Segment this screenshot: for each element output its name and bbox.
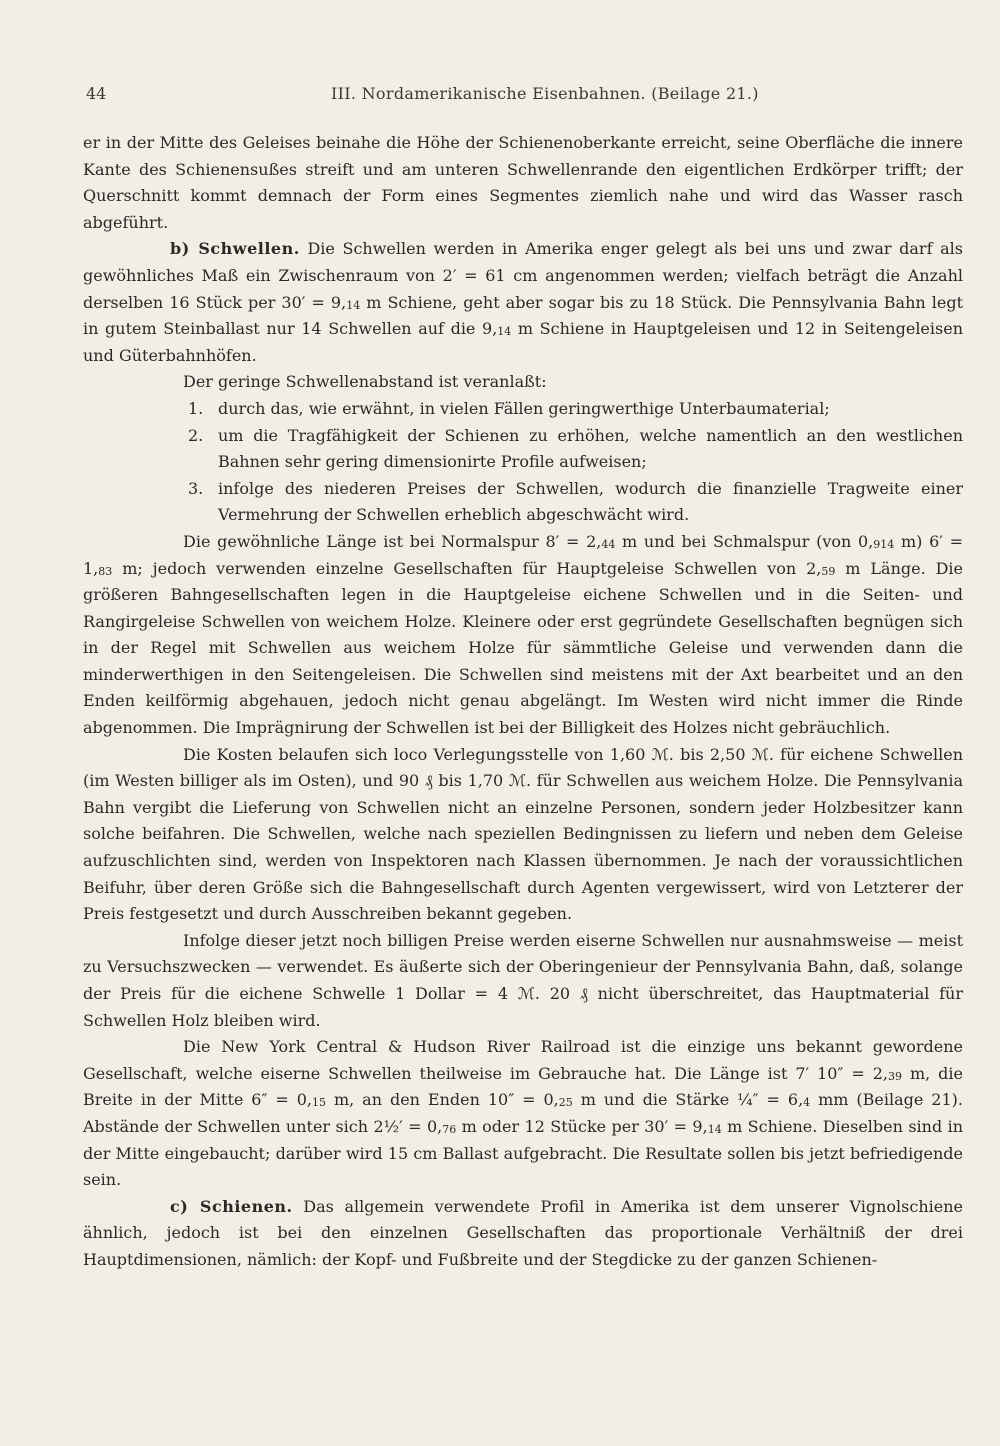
running-title: III. Nordamerikanische Eisenbahnen. (Beilage 21.): [331, 84, 759, 103]
length-text-b: m und bei Schmalspur (von 0,: [615, 531, 874, 551]
nyc-text-c: m, an den Enden 10″ = 0,: [326, 1090, 559, 1110]
nyc-sub-e: 76: [442, 1122, 457, 1136]
length-sub-c: 83: [98, 564, 113, 578]
list-item: [83, 423, 963, 476]
reason-intro: Der geringe Schwellenabstand ist veranlaßt:: [183, 372, 547, 392]
section-b-text-1: Die Schwellen werden in Amerika enger gelegt als bei uns und zwar darf als gewöhnliches Maß ein Zwischenraum von 2′ = 61 cm angenommen werden; vielfach beträgt die Anzahl derselben 16 Stück per 30′ = 9,: [83, 239, 964, 312]
nyc-text-f: m oder 12 Stücke per 30′ = 9,: [456, 1116, 708, 1136]
page-number: 44: [86, 84, 107, 103]
list-text: um die Tragfähigkeit der Schienen zu erhöhen, welche namentlich an den westlichen Bahnen sehr gering dimensionirte Profile aufweisen;: [218, 425, 963, 472]
iron-sleeper-paragraph: Infolge dieser jetzt noch billigen Preise werden eiserne Schwellen nur ausnahmsweise — meist zu Versuchszwecken — verwendet. Es äußerte sich der Oberingenieur der Pennsylvania Bahn, daß, solange der Preis für die eichene Schwelle 1 Dollar = 4 ℳ. 20 ₰ nicht überschreitet, das Hauptmaterial für Schwellen Holz bleiben wird.: [83, 930, 963, 1030]
length-text-c: m) 6′ = 1,: [83, 531, 964, 578]
reason-list: [83, 396, 963, 529]
list-text: durch das, wie erwähnt, in vielen Fällen geringwerthige Unterbaumaterial;: [218, 398, 830, 418]
section-b-sub-2: 14: [497, 325, 512, 339]
body-text: [83, 130, 963, 1274]
nyc-sub-c: 25: [558, 1096, 573, 1110]
list-number: 1.: [188, 398, 204, 418]
running-header: [86, 84, 950, 110]
list-item: [83, 396, 963, 423]
nyc-sub-b: 15: [312, 1096, 327, 1110]
length-sub-d: 59: [821, 564, 836, 578]
length-text-e: m Länge. Die größeren Bahngesellschaften legen in die Hauptgeleise eichene Schwellen und in die Seiten- und Rangirgeleise Schwellen von weichem Holze. Kleinere oder erst gegründete Gesellschaften begnügen sich in der Regel mit Schwellen aus weichem Holze für sämmtliche Geleise und verwenden dann die minderwerthigen in den Seitengeleisen. Die Schwellen sind meistens mit der Axt bearbeitet und an den Enden keilförmig abgehauen, jedoch nicht genau abgelängt. Im Westen wird nicht immer die Rinde abgenommen. Die Imprägnirung der Schwellen ist bei der Billigkeit des Holzes nicht gebräuchlich.: [83, 558, 964, 738]
list-number: 3.: [188, 478, 204, 498]
length-paragraph: [83, 529, 963, 742]
list-number: 2.: [188, 425, 204, 445]
length-text-d: m; jedoch verwenden einzelne Gesellschaften für Hauptgeleise Schwellen von 2,: [112, 558, 822, 578]
nyc-sub-d: 4: [803, 1096, 811, 1110]
length-sub-a: 44: [601, 537, 616, 551]
section-b-paragraph: [83, 236, 963, 369]
paragraph-continuation: er in der Mitte des Geleises beinahe die Höhe der Schienenoberkante erreicht, seine Oberfläche die innere Kante des Schienensußes streift und am unteren Schwellenrande den eigentlichen Erdkörper trifft; der Querschnitt kommt demnach der Form eines Segmentes ziemlich nahe und wird das Wasser rasch abgeführt.: [83, 133, 963, 232]
section-b-sub-1: 14: [346, 298, 361, 312]
nyc-sub-f: 14: [707, 1122, 722, 1136]
section-b-text-3: m Schiene in Hauptgeleisen und 12 in Seitengeleisen und Güterbahnhöfen.: [83, 319, 963, 365]
list-item: [83, 476, 963, 529]
nyc-text-e: mm (Beilage 21). Abstände der Schwellen unter sich 2½′ = 0,: [83, 1090, 963, 1136]
nyc-text-a: Die New York Central & Hudson River Railroad ist die einzige uns bekannt gewordene Gesellschaft, welche eiserne Schwellen theilweise im Gebrauche hat. Die Länge ist 7′ 10″ = 2,: [83, 1037, 963, 1083]
section-c-text: Das allgemein verwendete Profil in Amerika ist dem unserer Vignolschiene ähnlich, jedoch ist bei den einzelnen Gesellschaften das proportionale Verhältniß der drei Hauptdimensionen, nämlich: der Kopf- und Fußbreite und der Stegdicke zu der ganzen Schienen-: [83, 1196, 963, 1269]
nyc-paragraph: [83, 1034, 963, 1194]
nyc-text-d: m und die Stärke ¼″ = 6,: [572, 1090, 804, 1110]
nyc-sub-a: 39: [888, 1069, 902, 1083]
section-c-paragraph: [83, 1194, 963, 1274]
section-b-heading: b) Schwellen.: [170, 239, 300, 259]
list-text: infolge des niederen Preises der Schwellen, wodurch die finanzielle Tragweite einer Vermehrung der Schwellen erheblich abgeschwächt wird.: [218, 478, 963, 525]
length-sub-b: 914: [873, 537, 895, 551]
length-text-a: Die gewöhnliche Länge ist bei Normalspur 8′ = 2,: [183, 531, 602, 551]
nyc-text-g: m Schiene. Dieselben sind in der Mitte eingebaucht; darüber wird 15 cm Ballast aufgebracht. Die Resultate sollen bis jetzt befriedigende sein.: [83, 1116, 964, 1190]
nyc-text-b: m, die Breite in der Mitte 6″ = 0,: [83, 1063, 963, 1110]
section-c-heading: c) Schienen.: [170, 1196, 293, 1216]
cost-paragraph: Die Kosten belaufen sich loco Verlegungsstelle von 1,60 ℳ. bis 2,50 ℳ. für eichene Schwellen (im Westen billiger als im Osten), und 90 ₰ bis 1,70 ℳ. für Schwellen aus weichem Holze. Die Pennsylvania Bahn vergibt die Lieferung von Schwellen nicht an einzelne Personen, sondern jeder Holzbesitzer kann solche beifahren. Die Schwellen, welche nach speziellen Bedingnissen zu liefern und neben dem Geleise aufzuschlichten sind, werden von Inspektoren nach Klassen übernommen. Je nach der voraussichtlichen Beifuhr, über deren Größe sich die Bahngesellschaft durch Agenten vergewissert, wird von Letzterer der Preis festgesetzt und durch Ausschreiben bekannt gegeben.: [83, 744, 963, 924]
section-b-text-2: m Schiene, geht aber sogar bis zu 18 Stück. Die Pennsylvania Bahn legt in gutem Steinballast nur 14 Schwellen auf die 9,: [83, 292, 964, 339]
